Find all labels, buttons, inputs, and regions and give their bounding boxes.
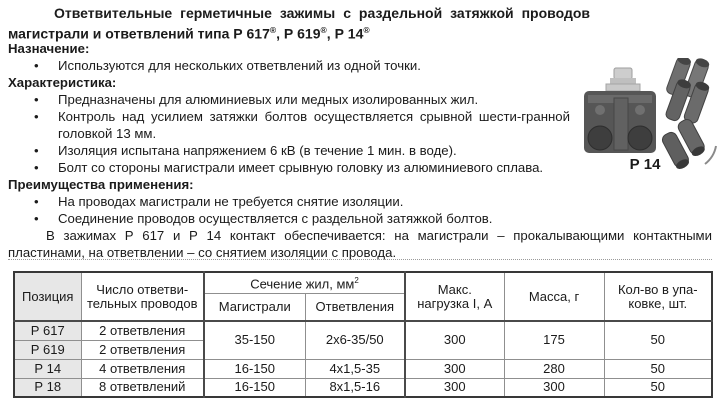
- title-line1: Ответвительные герметичные зажимы с раздельной затяжкой проводов: [54, 5, 590, 21]
- text-column: [8, 40, 570, 176]
- superscript-2: 2: [354, 276, 359, 286]
- model-p619: Р 619: [283, 25, 321, 42]
- col-header-branch-line: Ответвления: [305, 293, 405, 321]
- registered-trademark-icon: ®: [320, 25, 327, 35]
- col-header-position: Позиция: [14, 272, 81, 321]
- list-item: [8, 108, 570, 142]
- list-item-text: Соединение проводов осуществляется с раздельной затяжкой болтов.: [58, 211, 493, 226]
- col-header-mass: Масса, г: [504, 272, 604, 321]
- col-header-main-line: Магистрали: [204, 293, 305, 321]
- page-title: [8, 5, 590, 43]
- cell-position: Р 18: [14, 378, 81, 397]
- cell-branch-count: 8 ответвлений: [81, 378, 204, 397]
- section-heading-characteristics: Характеристика:: [8, 75, 117, 90]
- list-item-text: Болт со стороны магистрали имеет срывную головку из алюминиевого сплава.: [58, 160, 544, 175]
- cell-mass: 280: [504, 359, 604, 378]
- cell-branch-section: 8х1,5-16: [305, 378, 405, 397]
- title-separator: ,: [326, 25, 335, 42]
- cell-branch-section: 2х6-35/50: [305, 321, 405, 359]
- model-p14: Р 14: [334, 25, 364, 42]
- registered-trademark-icon: ®: [363, 25, 370, 35]
- cell-pack-qty: 50: [604, 359, 712, 378]
- cell-branch-count: 4 ответвления: [81, 359, 204, 378]
- cell-pack-qty: 50: [604, 378, 712, 397]
- list-item: [8, 210, 712, 227]
- cell-position: Р 14: [14, 359, 81, 378]
- list-item-text: Предназначены для алюминиевых или медных изолированных жил.: [58, 92, 479, 107]
- list-item: [8, 193, 712, 210]
- cell-max-load: 300: [405, 321, 504, 359]
- cell-pack-qty: 50: [604, 321, 712, 359]
- cell-branch-count: 2 ответвления: [81, 321, 204, 340]
- title-line2-prefix: магистрали и ответвлений типа: [8, 25, 234, 42]
- spec-table: [13, 271, 713, 398]
- list-item-text: Используются для нескольких ответвлений из одной точки.: [58, 58, 421, 73]
- title-separator: ,: [276, 25, 284, 42]
- bullet-icon: •: [34, 92, 39, 107]
- col-header-cross-section: [204, 272, 405, 293]
- table-row-p18: [14, 378, 712, 397]
- cell-branch-count: 2 ответвления: [81, 340, 204, 359]
- bullet-icon: •: [34, 109, 39, 124]
- cross-section-label: Сечение жил, мм: [250, 276, 355, 292]
- cell-mass: 175: [504, 321, 604, 359]
- col-header-max-load: Макс. нагрузка I, А: [405, 272, 504, 321]
- list-item: [8, 57, 570, 74]
- list-item: [8, 159, 570, 176]
- table-row-p617: [14, 321, 712, 340]
- col-header-branch-count: Число ответви-тельных проводов: [81, 272, 204, 321]
- bullet-icon: •: [34, 58, 39, 73]
- cell-position: Р 617: [14, 321, 81, 340]
- cell-mass: 300: [504, 378, 604, 397]
- list-item: [8, 142, 570, 159]
- section-heading-advantages: Преимущества применения:: [8, 177, 194, 192]
- col-header-pack-qty: Кол-во в упа-ковке, шт.: [604, 272, 712, 321]
- cell-max-load: 300: [405, 359, 504, 378]
- model-p617: Р 617: [233, 25, 270, 42]
- cell-branch-section: 4х1,5-35: [305, 359, 405, 378]
- branch-caps-icon: [657, 58, 718, 128]
- photo-caption: Р 14: [629, 156, 661, 173]
- header-row: [14, 272, 712, 293]
- closing-paragraph: В зажимах Р 617 и Р 14 контакт обеспечивается: на магистрали – прокалывающими контактными пластинами, на ответвлении – со снятием изоляции с провода.: [8, 228, 712, 260]
- registered-trademark-icon: ®: [269, 25, 277, 35]
- bullet-icon: •: [34, 194, 39, 209]
- list-item-text: Изоляция испытана напряжением 6 кВ (в течение 1 мин. в воде).: [58, 143, 457, 158]
- cell-main-section: 35-150: [204, 321, 305, 359]
- list-item-text: На проводах магистрали не требуется снятие изоляции.: [58, 194, 404, 209]
- bullet-icon: •: [34, 143, 39, 158]
- cell-max-load: 300: [405, 378, 504, 397]
- list-item-text: Контроль над усилием затяжки болтов осуществляется срывной шести-гранной головкой 13 мм.: [58, 109, 570, 141]
- table-row-p14: [14, 359, 712, 378]
- list-item: [8, 91, 570, 108]
- cell-main-section: 16-150: [204, 378, 305, 397]
- cell-main-section: 16-150: [204, 359, 305, 378]
- torque-head-icon: [614, 68, 632, 79]
- bullet-icon: •: [34, 211, 39, 226]
- cell-position: Р 619: [14, 340, 81, 359]
- section-heading-purpose: Назначение:: [8, 41, 90, 56]
- bullet-icon: •: [34, 160, 39, 175]
- separator-line: [8, 259, 712, 260]
